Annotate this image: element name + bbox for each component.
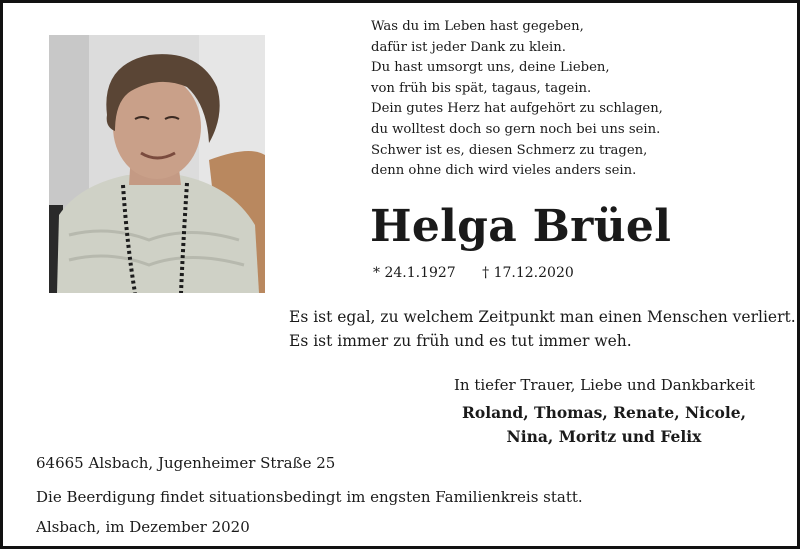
family-names [433, 401, 775, 449]
poem-line: von früh bis spät, tagaus, tagein. [371, 80, 592, 96]
quote-line: Es ist egal, zu welchem Zeitpunkt man einen Menschen verliert. [289, 308, 796, 326]
mourning-line: In tiefer Trauer, Liebe und Dankbarkeit [454, 376, 755, 394]
place-date: Alsbach, im Dezember 2020 [36, 518, 250, 536]
life-dates [373, 265, 574, 281]
portrait-illustration [49, 35, 265, 293]
poem [371, 17, 663, 182]
poem-line: dafür ist jeder Dank zu klein. [371, 39, 566, 55]
poem-line: du wolltest doch so gern noch bei uns sein. [371, 121, 661, 137]
portrait-photo [49, 35, 265, 293]
deceased-name: Helga Brüel [370, 201, 672, 252]
family-line: Roland, Thomas, Renate, Nicole, [461, 403, 746, 422]
address: 64665 Alsbach, Jugenheimer Straße 25 [36, 454, 336, 472]
death-date: † 17.12.2020 [482, 265, 574, 281]
poem-line: Schwer ist es, diesen Schmerz zu tragen, [371, 142, 648, 158]
family-line: Nina, Moritz und Felix [506, 427, 702, 446]
poem-line: Dein gutes Herz hat aufgehört zu schlagen, [371, 101, 663, 117]
funeral-note: Die Beerdigung findet situationsbedingt im engsten Familienkreis statt. [36, 488, 583, 506]
quote-line: Es ist immer zu früh und es tut immer weh. [289, 332, 632, 350]
birth-date: * 24.1.1927 [373, 265, 456, 281]
poem-line: Du hast umsorgt uns, deine Lieben, [371, 60, 610, 76]
poem-line: Was du im Leben hast gegeben, [371, 19, 584, 34]
quote [289, 305, 796, 353]
poem-line: denn ohne dich wird vieles anders sein. [371, 163, 637, 179]
